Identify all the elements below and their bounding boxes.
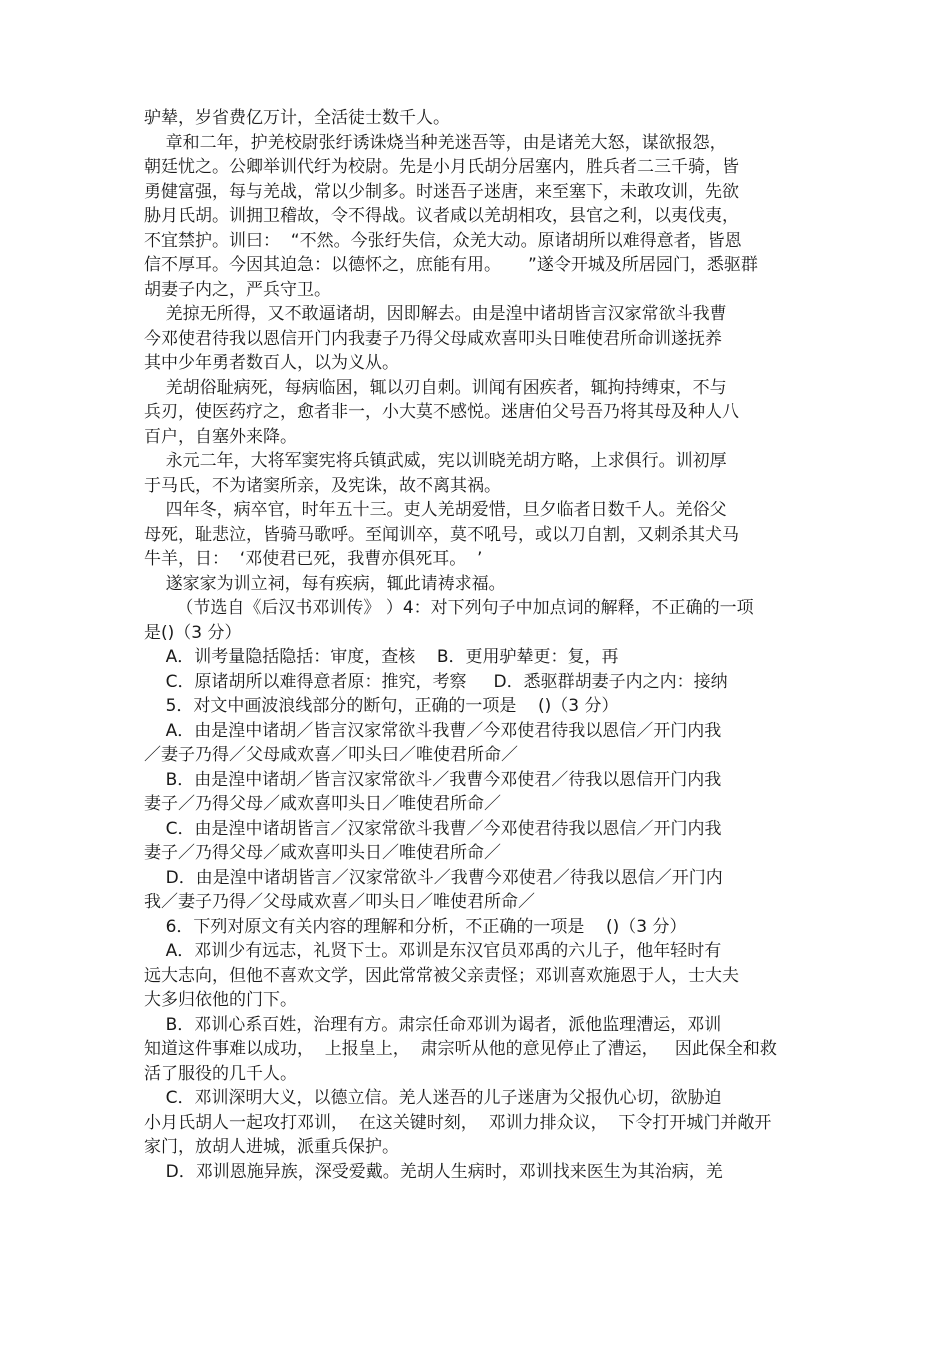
text-line: 妻子／乃得父母／咸欢喜叩头日／唯使君所命／ xyxy=(144,843,501,863)
text-line: 母死，耻悲泣，皆骑马歌呼。至闻训卒，莫不吼号，或以刀自割，又刺杀其犬马 xyxy=(144,524,739,545)
text-line: 我／妻子乃得／父母咸欢喜／叩头日／唯使君所命／ xyxy=(144,892,535,912)
text-line: ／妻子乃得／父母咸欢喜／叩头曰／唯使君所命／ xyxy=(144,745,518,765)
text-line: （节选自《后汉书邓训传》 ）4：对下列句子中加点词的解释，不正确的一项 xyxy=(144,598,754,618)
text-line: 小月氏胡人一起攻打邓训， 在这关键时刻， 邓训力排众议， 下令打开城门并敞开 xyxy=(144,1112,772,1133)
text-line: 其中少年勇者数百人，以为义从。 xyxy=(144,353,399,373)
text-line: 家门，放胡人进城，派重兵保护。 xyxy=(144,1137,399,1157)
text-line: 朝廷忧之。公卿举训代纡为校尉。先是小月氏胡分居塞内，胜兵者二三千骑，皆 xyxy=(144,157,739,177)
text-line: C．原诸胡所以难得意者原：推究，考察 D．悉驱群胡妻子内之内：接纳 xyxy=(144,671,728,692)
text-line: 永元二年，大将军窦宪将兵镇武威，宪以训晓羌胡方略，上求俱行。训初厚 xyxy=(144,451,727,471)
text-line: 妻子／乃得父母／咸欢喜叩头日／唯使君所命／ xyxy=(144,794,501,814)
text-line: 胁月氏胡。训拥卫稽故，令不得战。议者咸以羌胡相攻，县官之利，以夷伐夷， xyxy=(144,206,739,226)
text-line: 百户，自塞外来降。 xyxy=(144,426,297,447)
text-line: 5．对文中画波浪线部分的断句，正确的一项是 ()（3 分） xyxy=(144,696,619,716)
text-line: 知道这件事难以成功， 上报皇上， 肃宗听从他的意见停止了漕运， 因此保全和救 xyxy=(144,1039,777,1059)
document-text xyxy=(144,106,824,1184)
text-line: 今邓使君待我以恩信开门内我妻子乃得父母咸欢喜叩头日唯使君所命训遂抚养 xyxy=(144,328,722,349)
text-line: 大多归依他的门下。 xyxy=(144,990,297,1010)
text-line: 6．下列对原文有关内容的理解和分析，不正确的一项是 ()（3 分） xyxy=(144,916,687,937)
text-line: 四年冬，病卒官，时年五十三。吏人羌胡爱惜，旦夕临者日数千人。羌俗父 xyxy=(144,500,727,520)
text-line: C．由是湟中诸胡皆言／汉家常欲斗我曹／今邓使君待我以恩信／开门内我 xyxy=(144,818,722,839)
text-line: 于马氏，不为诸窦所亲，及宪诛，故不离其祸。 xyxy=(144,475,501,496)
text-line: 羌胡俗耻病死，每病临困，辄以刃自刺。训闻有困疾者，辄拘持缚束，不与 xyxy=(144,377,727,398)
text-line: B．邓训心系百姓，治理有方。肃宗任命邓训为谒者，派他监理漕运，邓训 xyxy=(144,1014,722,1035)
text-line: 牛羊，日： ‘邓使君已死，我曹亦俱死耳。 ’ xyxy=(144,549,483,569)
text-line: 遂家家为训立祠，每有疾病，辄此请祷求福。 xyxy=(144,573,506,594)
text-line: 活了服役的几千人。 xyxy=(144,1063,297,1084)
text-line: 胡妻子内之，严兵守卫。 xyxy=(144,279,331,300)
text-line: 驴辇，岁省费亿万计，全活徒士数千人。 xyxy=(144,108,450,128)
text-line: 勇健富强，每与羌战，常以少制多。时迷吾子迷唐，来至塞下，未敢攻训，先欲 xyxy=(144,181,739,202)
text-line: 羌掠无所得，又不敢逼诸胡，因即解去。由是湟中诸胡皆言汉家常欲斗我曹 xyxy=(144,304,727,324)
text-line: B．由是湟中诸胡／皆言汉家常欲斗／我曹今邓使君／待我以恩信开门内我 xyxy=(144,769,722,790)
text-line: A．邓训少有远志，礼贤下士。邓训是东汉官员邓禹的六儿子，他年轻时有 xyxy=(144,941,722,961)
text-line: D．邓训恩施异族，深受爱戴。羌胡人生病时，邓训找来医生为其治病，羌 xyxy=(144,1161,723,1182)
text-line: 远大志向，但他不喜欢文学，因此常常被父亲责怪；邓训喜欢施恩于人，士大夫 xyxy=(144,965,739,986)
text-line: A．训考量隐括隐括：审度，查核 B．更用驴辇更：复，再 xyxy=(144,647,619,667)
text-line: 信不厚耳。今因其迫急：以德怀之，庶能有用。 ”遂令开城及所居园门，悉驱群 xyxy=(144,255,758,275)
text-line: C．邓训深明大义，以德立信。羌人迷吾的儿子迷唐为父报仇心切，欲胁迫 xyxy=(144,1088,722,1108)
text-line: 是()（3 分） xyxy=(144,622,242,643)
text-line: 章和二年，护羌校尉张纡诱诛烧当种羌迷吾等，由是诸羌大怒，谋欲报怨， xyxy=(144,132,727,153)
text-line: A．由是湟中诸胡／皆言汉家常欲斗我曹／今邓使君待我以恩信／开门内我 xyxy=(144,720,722,741)
text-line: 兵刃，使医药疗之，愈者非一，小大莫不感悦。迷唐伯父号吾乃将其母及种人八 xyxy=(144,402,739,422)
text-line: 不宜禁护。训曰： “不然。今张纡失信，众羌大动。原诸胡所以难得意者，皆恩 xyxy=(144,230,742,251)
text-line: D．由是湟中诸胡皆言／汉家常欲斗／我曹今邓使君／待我以恩信／开门内 xyxy=(144,867,723,888)
